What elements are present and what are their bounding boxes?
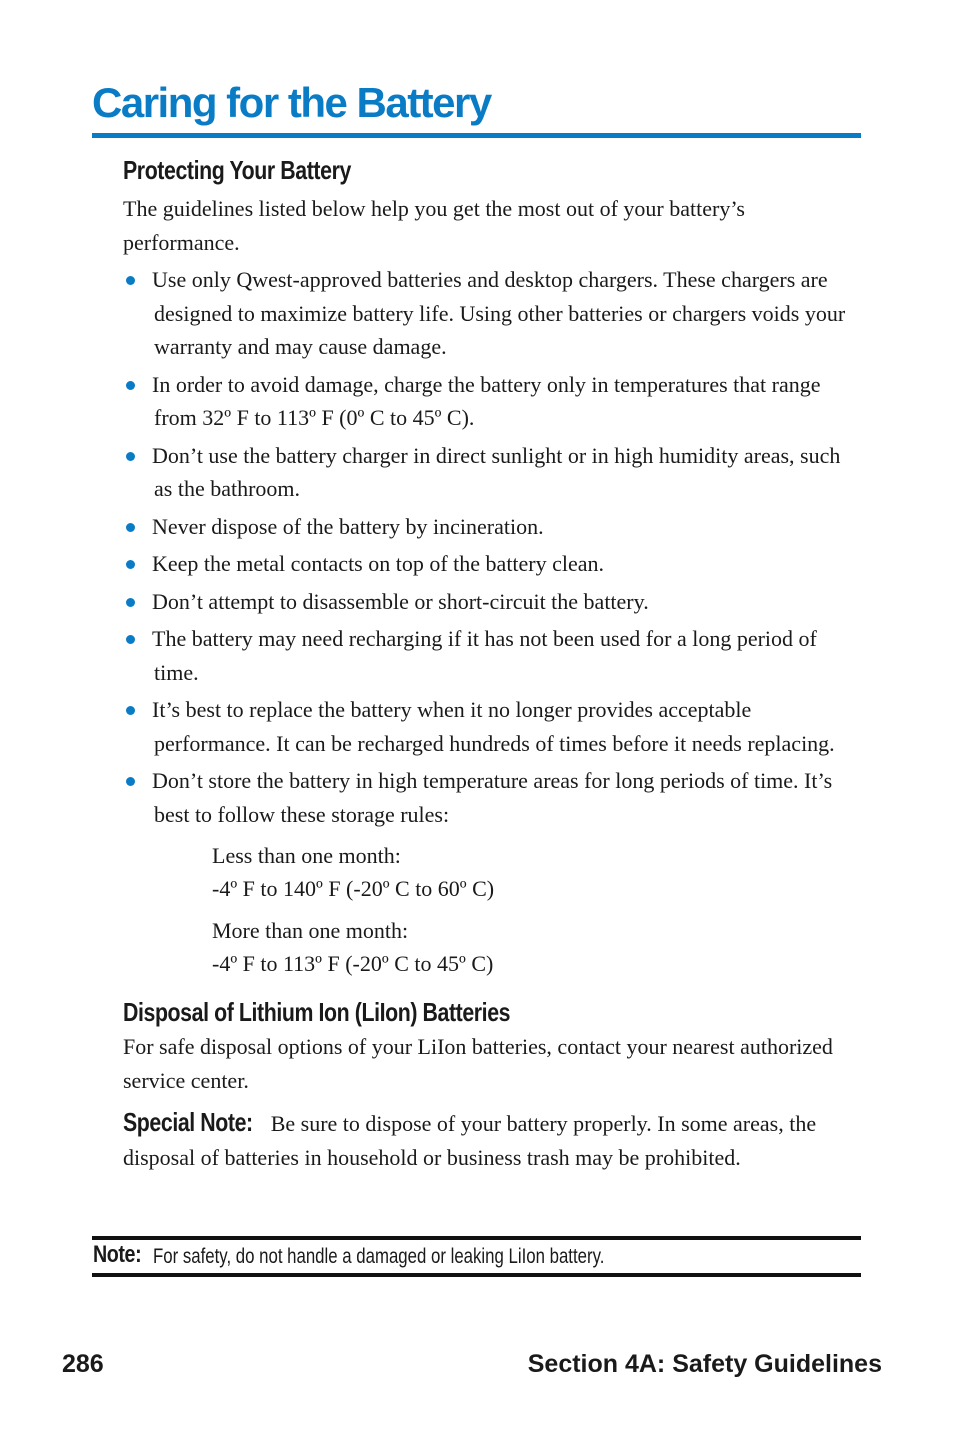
list-item-text: Use only Qwest-approved batteries and desktop chargers. These chargers are designed to maximize battery life. Using other batteries or chargers voids your warranty and may cause damage. <box>152 267 846 359</box>
list-item-text: Don’t attempt to disassemble or short-circuit the battery. <box>152 588 649 614</box>
list-item-text: Don’t use the battery charger in direct sunlight or in high humidity areas, such as the bathroom. <box>152 442 841 501</box>
list-item <box>123 622 861 689</box>
protecting-heading: Protecting Your Battery <box>123 155 351 185</box>
list-item-text: The battery may need recharging if it has not been used for a long period of time. <box>152 626 817 685</box>
list-item <box>123 693 861 760</box>
bullet-icon <box>126 523 135 532</box>
bullet-icon <box>126 560 135 569</box>
storage-rules <box>212 839 861 980</box>
bullet-icon <box>126 598 135 607</box>
special-note <box>123 1106 861 1174</box>
disposal-heading: Disposal of Lithium Ion (LiIon) Batteries <box>123 997 511 1027</box>
list-item-text: Don’t store the battery in high temperature areas for long periods of time. It’s best to follow these storage rules: <box>152 768 833 827</box>
protecting-intro: The guidelines listed below help you get the most out of your battery’s performance. <box>123 196 745 255</box>
list-item <box>123 368 861 435</box>
note-box <box>92 1236 861 1277</box>
list-item <box>123 764 861 831</box>
storage-rule-label: Less than one month: <box>212 843 401 868</box>
list-item-text: It’s best to replace the battery when it no longer provides acceptable performance. It can be recharged hundreds of times before it needs replacing. <box>152 697 835 756</box>
guidelines-list <box>123 263 861 831</box>
title-rule <box>92 133 861 138</box>
bullet-icon <box>126 276 135 285</box>
page-number: 286 <box>62 1350 104 1378</box>
special-note-text: Be sure to dispose of your battery properly. In some areas, the disposal of batteries in household or business trash may be prohibited. <box>123 1111 817 1170</box>
storage-rule-label: More than one month: <box>212 918 409 943</box>
bullet-icon <box>126 381 135 390</box>
special-note-label: Special Note: <box>123 1107 253 1137</box>
storage-rule-range: -4º F to 113º F (-20º C to 45º C) <box>212 951 494 976</box>
list-item <box>123 439 861 506</box>
list-item <box>123 263 861 364</box>
list-item <box>123 510 861 544</box>
bullet-icon <box>126 706 135 715</box>
note-text: For safety, do not handle a damaged or leaking LiIon battery. <box>153 1245 605 1268</box>
bullet-icon <box>126 777 135 786</box>
bullet-icon <box>126 452 135 461</box>
note-label: Note: <box>93 1241 142 1268</box>
list-item <box>123 585 861 619</box>
list-item <box>123 547 861 581</box>
storage-rule-range: -4º F to 140º F (-20º C to 60º C) <box>212 876 495 901</box>
section-title: Section 4A: Safety Guidelines <box>527 1350 882 1378</box>
list-item-text: In order to avoid damage, charge the battery only in temperatures that range from 32º F to 113º F (0º C to 45º C). <box>152 371 821 430</box>
bullet-icon <box>126 635 135 644</box>
main-content <box>123 152 861 1174</box>
list-item-text: Never dispose of the battery by incineration. <box>152 513 544 539</box>
disposal-text: For safe disposal options of your LiIon batteries, contact your nearest authorized service center. <box>123 1034 833 1093</box>
page-title: Caring for the Battery <box>92 79 491 126</box>
storage-rule <box>212 914 861 980</box>
list-item-text: Keep the metal contacts on top of the battery clean. <box>152 551 605 576</box>
storage-rule <box>212 839 861 905</box>
